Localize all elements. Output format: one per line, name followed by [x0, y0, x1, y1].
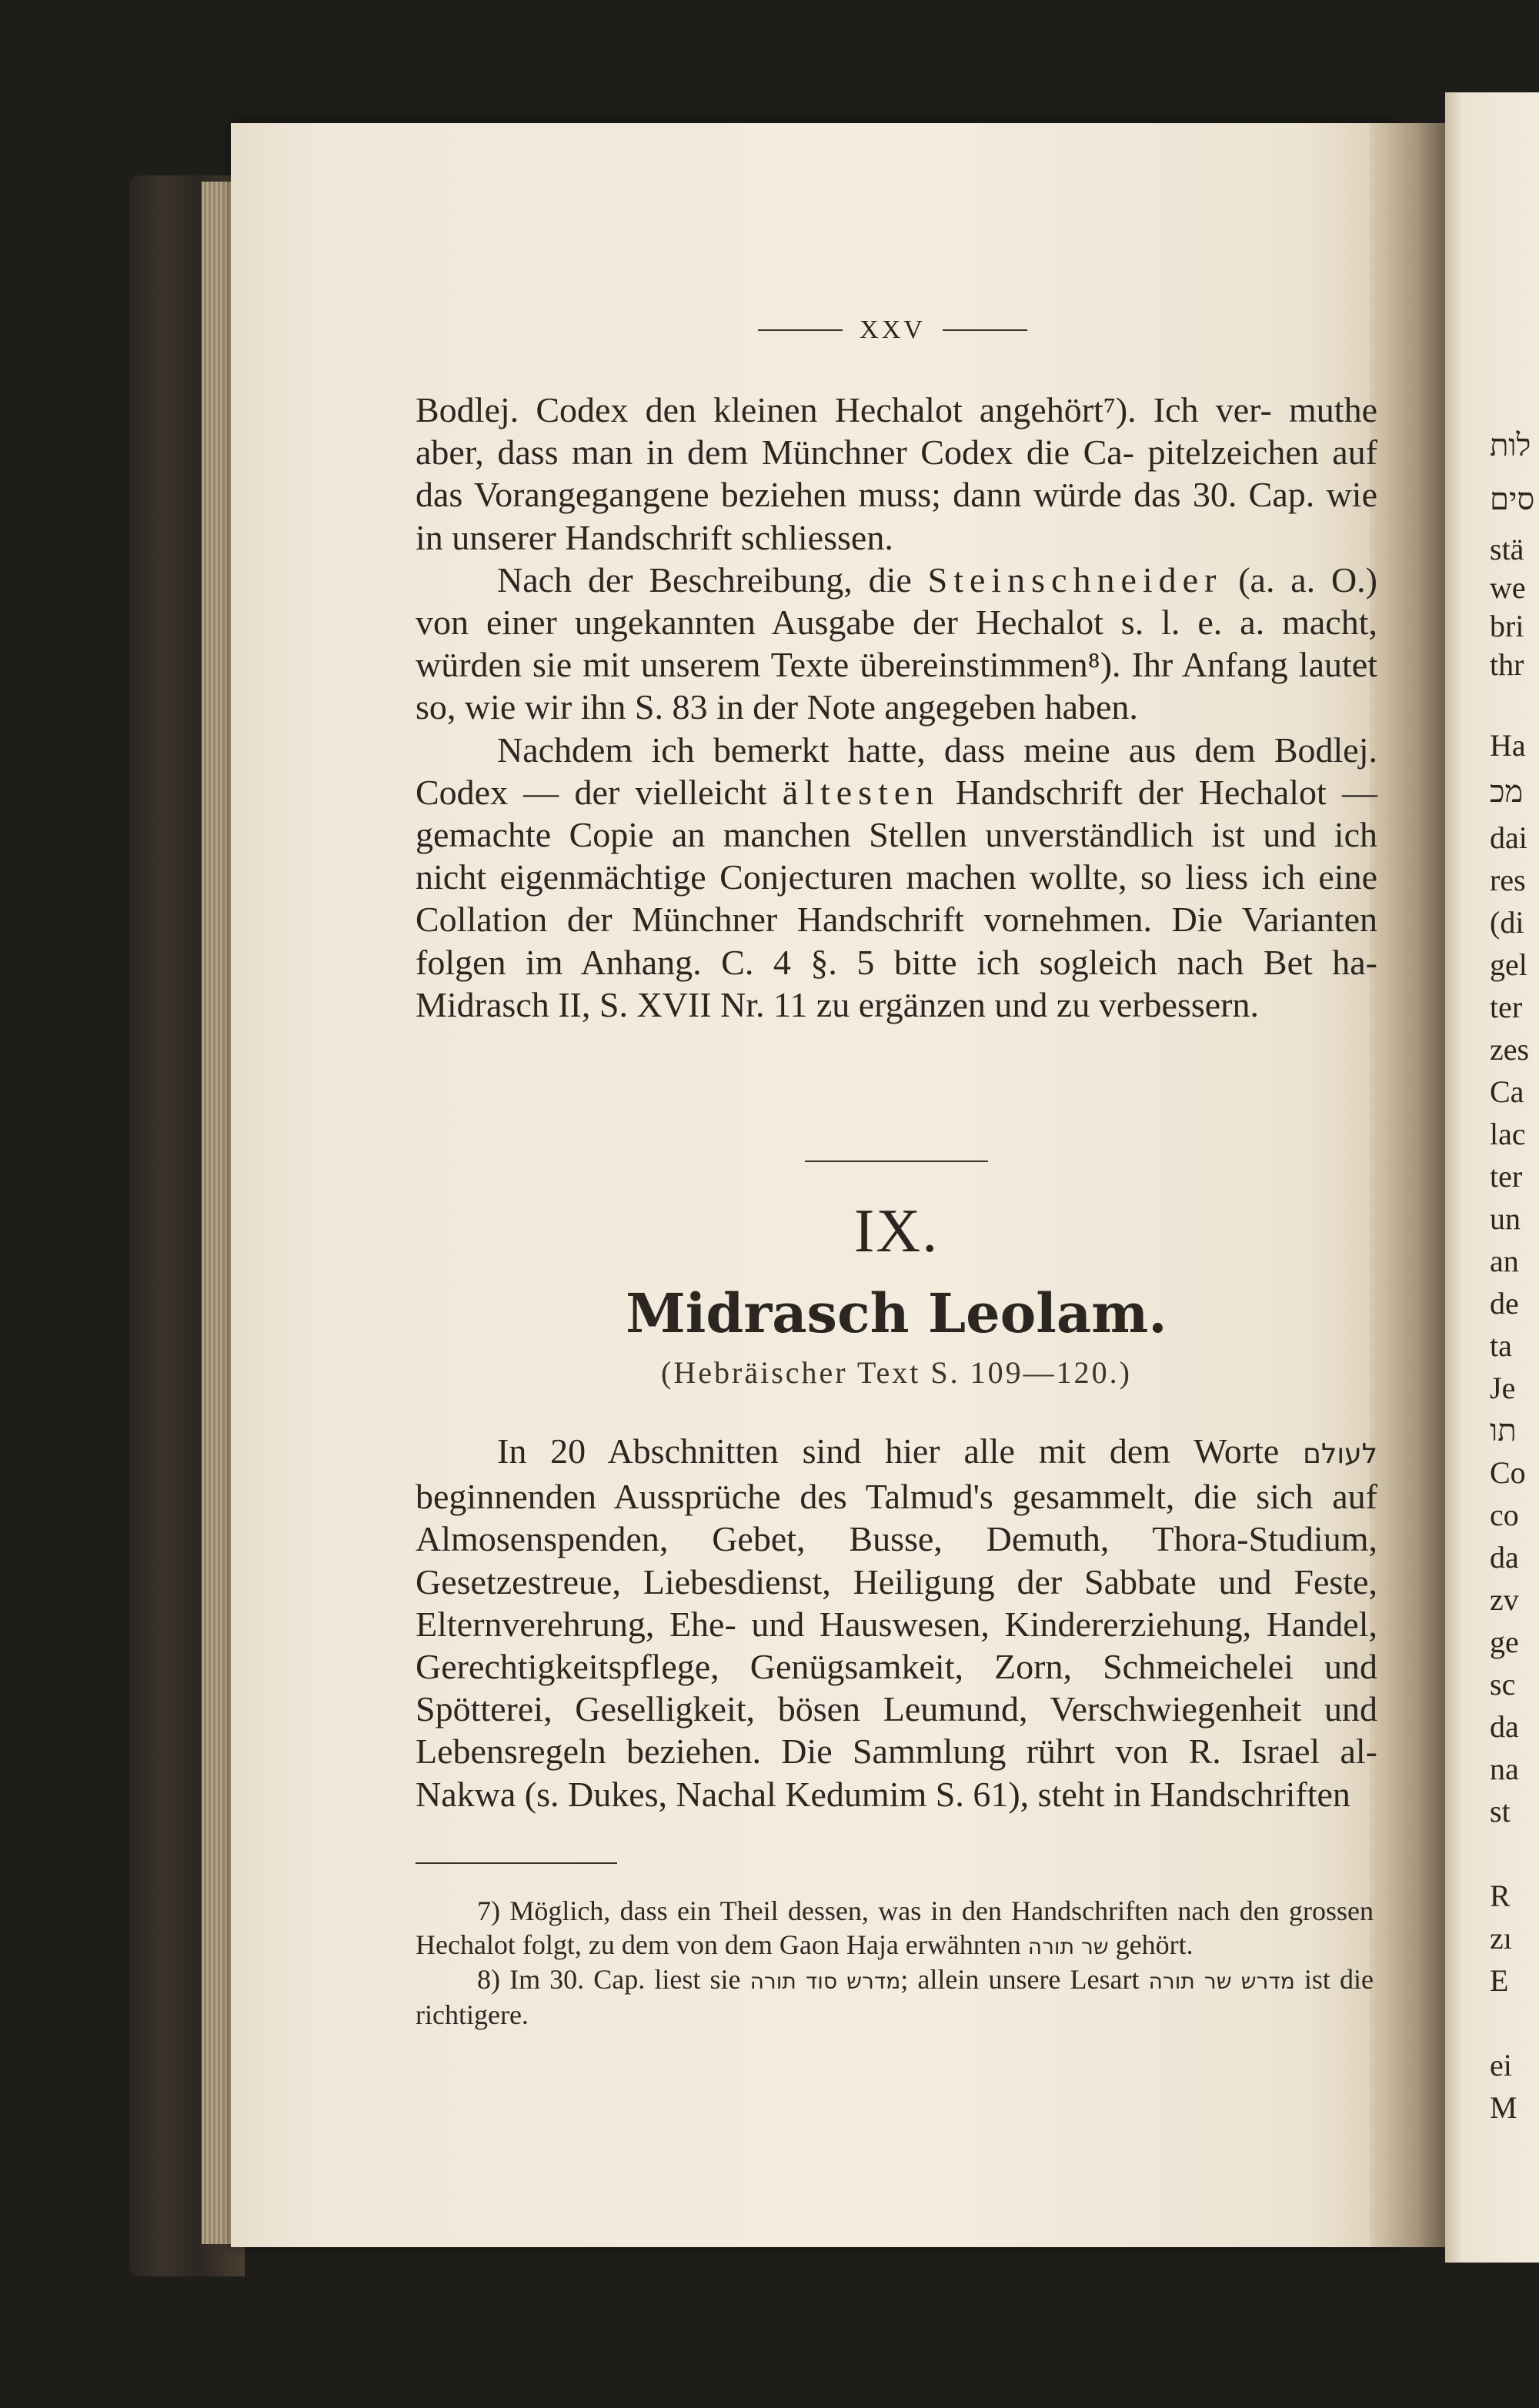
next-page-text-fragment: dai: [1490, 820, 1527, 855]
body-text-section: [416, 1430, 1377, 1815]
section-divider: [805, 1161, 988, 1162]
spaced-name: Steinschneider: [927, 559, 1223, 599]
hebrew-word: לעולם: [1303, 1438, 1377, 1470]
next-page-text-fragment: ter: [1490, 1159, 1523, 1194]
next-page-text-fragment: M: [1490, 2090, 1517, 2125]
paragraph-steinschneider: [416, 559, 1377, 729]
next-page-text-fragment: thr: [1490, 647, 1524, 682]
footnote-7: [416, 1895, 1374, 1963]
next-page-text-fragment: Ca: [1490, 1074, 1524, 1109]
section-subtitle: (Hebräischer Text S. 109—120.): [661, 1355, 1132, 1390]
page-number: XXV: [860, 316, 926, 344]
text-run: Handschrift der Hechalot — gemachte Copie an manchen Stellen unverständlich ist und ich nicht eigenmächtige Conjecturen machen wollte, so liess ich eine Collation der Münchner Handschrift vornehmen. Die Varianten folgen im Anhang. C. 4 §. 5 bitte ich sogleich nach Bet ha-Midrasch II, S. XVII Nr. 11 zu ergänzen und zu verbessern.: [416, 772, 1377, 1024]
next-page-text-fragment: מכ: [1490, 774, 1524, 809]
next-page-text-fragment: R: [1490, 1879, 1511, 1913]
next-page-text-fragment: sc: [1490, 1667, 1516, 1702]
next-page-text-fragment: un: [1490, 1201, 1521, 1236]
text-run: ; allein unsere Lesart: [900, 1964, 1149, 1995]
next-page-text-fragment: gel: [1490, 947, 1527, 982]
next-page-text-fragment: stä: [1490, 532, 1524, 566]
next-page-text-fragment: da: [1490, 1709, 1519, 1744]
section-number: IX.: [853, 1197, 940, 1265]
line: Bodlej. Codex den kleinen Hechalot angehört⁷). Ich ver-: [416, 390, 1290, 429]
next-page-text-fragment: zv: [1490, 1582, 1519, 1617]
next-page-text-fragment: לות: [1490, 428, 1531, 463]
next-page-text-fragment: res: [1490, 863, 1526, 897]
next-page-text-fragment: סים: [1490, 482, 1535, 516]
next-page-text-fragment: da: [1490, 1540, 1519, 1575]
page-header: [739, 316, 1047, 345]
text-run: Nachdem ich bemerkt hatte, dass meine aus dem Bodlej. Codex — der vielleicht: [416, 730, 1377, 812]
next-page-text-fragment: we: [1490, 570, 1526, 605]
paragraph-continued: [416, 389, 1377, 559]
paragraph-collation: [416, 729, 1377, 1026]
next-page-text-fragment: an: [1490, 1244, 1519, 1278]
next-page-text-fragment: E: [1490, 1963, 1509, 1998]
next-page-fragment: [1445, 92, 1539, 2263]
spaced-word: ältesten: [782, 772, 940, 812]
text-run: 8) Im 30. Cap. liest sie: [477, 1964, 750, 1995]
next-page-text-fragment: ge: [1490, 1625, 1519, 1659]
next-page-text-fragment: ter: [1490, 990, 1523, 1024]
hebrew-phrase: מדרש סוד תורה: [749, 1969, 901, 1994]
next-page-text-fragment: תו: [1490, 1413, 1517, 1448]
next-page-text-fragment: st: [1490, 1794, 1511, 1829]
text-run: In 20 Abschnitten sind hier alle mit dem Worte: [497, 1431, 1304, 1471]
text-run: gehört.: [1108, 1929, 1193, 1960]
text-run: beginnenden Aussprüche des Talmud's gesammelt, die sich auf Almosenspenden, Gebet, Busse, Demuth, Thora-Studium, Gesetzestreue, Liebesdienst, Heiligung der Sabbate und Feste, Elternverehrung, Ehe- und Hauswesen, Kindererziehung, Handel, Gerechtigkeitspflege, Genügsamkeit, Zorn, Schmeichelei und Spötterei, Geselligkeit, bösen Leumund, Verschwiegenheit und Lebensregeln beziehen. Die Sammlung rührt von R. Israel al-Nakwa (s. Dukes, Nachal Kedumim S. 61), steht in Handschriften: [416, 1477, 1377, 1814]
next-page-text-fragment: ta: [1490, 1328, 1512, 1363]
text-run: 7) Möglich, dass ein Theil dessen, was in den Handschriften nach den grossen Hechalot folgt, zu dem von dem Gaon Haja erwähnten: [416, 1895, 1374, 1960]
text-run: (a. a. O.) von einer ungekannten Ausgabe der Hechalot s. l. e. a. macht, würden sie mit unserem Texte übereinstimmen⁸). Ihr Anfang lautet so, wie wir ihn S. 83 in der Note angegeben haben.: [416, 559, 1377, 727]
footnote-rule: [416, 1862, 617, 1864]
next-page-text-fragment: na: [1490, 1752, 1519, 1786]
header-rule-right: [943, 329, 1027, 331]
body-text-top: [416, 389, 1377, 1026]
next-page-text-fragment: lac: [1490, 1117, 1526, 1151]
footnote-8: [416, 1963, 1374, 2032]
next-page-text-fragment: Ha: [1490, 728, 1526, 763]
footnotes: [416, 1895, 1374, 2032]
next-page-text-fragment: Je: [1490, 1371, 1516, 1405]
line: muthe aber, dass man in dem Münchner Codex die Ca-: [416, 390, 1377, 473]
next-page-text-fragment: bri: [1490, 609, 1524, 643]
paragraph-leolam: [416, 1430, 1377, 1815]
next-page-text-fragment: co: [1490, 1498, 1519, 1532]
next-page-text-fragment: zı: [1490, 1921, 1512, 1955]
text-run: ist die richtigere.: [416, 1964, 1374, 2030]
header-rule-left: [758, 329, 843, 331]
hebrew-phrase: מדרש שר תורה: [1148, 1969, 1295, 1994]
line: pitelzeichen auf das Vorangegangene beziehen muss; dann: [416, 433, 1377, 515]
line: würde das 30. Cap. wie in unserer Handschrift schliessen.: [416, 475, 1377, 557]
next-page-text-fragment: zes: [1490, 1032, 1530, 1067]
page-gutter: [1370, 123, 1454, 2247]
next-page-text-fragment: Co: [1490, 1455, 1526, 1490]
next-page-text-fragment: de: [1490, 1286, 1519, 1321]
text-run: Nach der Beschreibung, die: [497, 559, 928, 599]
next-page-text-fragment: ei: [1490, 2048, 1512, 2082]
hebrew-phrase: שר תורה: [1027, 1933, 1109, 1959]
next-page-text-fragment: (di: [1490, 905, 1524, 940]
section-title: Midrasch Leolam.: [626, 1281, 1167, 1345]
